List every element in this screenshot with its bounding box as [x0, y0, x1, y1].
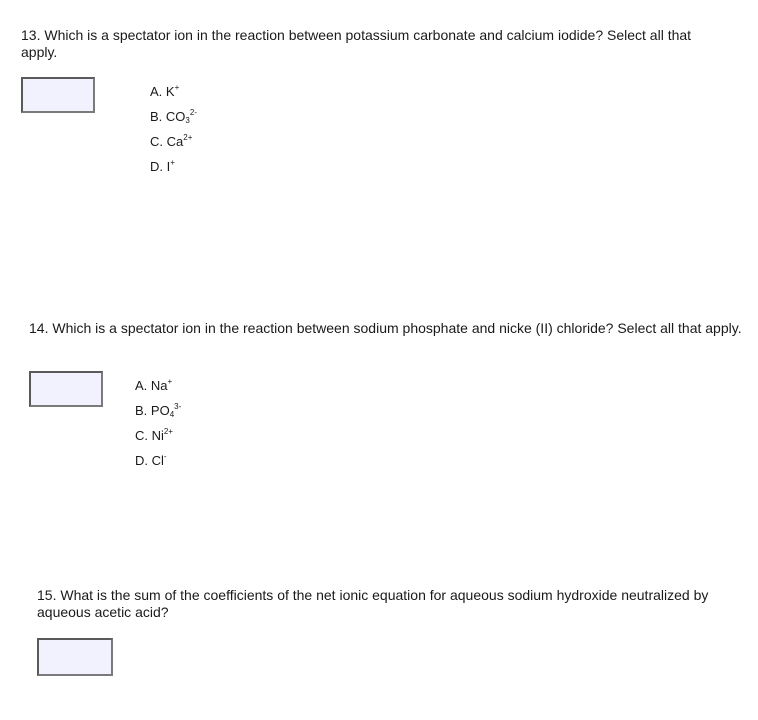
question-14-option-d: D. Cl- — [135, 452, 167, 468]
question-14-options — [135, 377, 181, 477]
question-14-option-c: C. $Ni^{2+}$ — [135, 427, 174, 443]
question-13-text: 13. Which is a spectator ion in the reaction between potassium carbonate and calcium iodide? Select all that apply. — [21, 27, 692, 60]
question-14-option-b: B. $PO_4^{3-}$ — [135, 402, 182, 419]
question-15-answer-input[interactable] — [37, 638, 113, 676]
question-13-option-c: C. $Ca^{2+}$ — [150, 133, 193, 149]
question-14-option-a: A. Na+ — [135, 377, 173, 393]
question-14-answer-input[interactable] — [29, 371, 103, 407]
question-13-option-d: D. I+ — [150, 158, 175, 174]
question-15-text: 15. What is the sum of the coefficients of the net ionic equation for aqueous sodium hydroxide neutralized by aqueous acetic acid? — [37, 587, 709, 620]
question-14-text: 14. Which is a spectator ion in the reaction between sodium phosphate and nicke (II) chloride? Select all that apply. — [29, 320, 742, 336]
question-13-options — [150, 83, 197, 183]
question-13-option-b: B. $CO_3^{2-}$ — [150, 108, 197, 125]
question-13-option-a: A. K+ — [150, 83, 180, 99]
question-13-answer-input[interactable] — [21, 77, 95, 113]
